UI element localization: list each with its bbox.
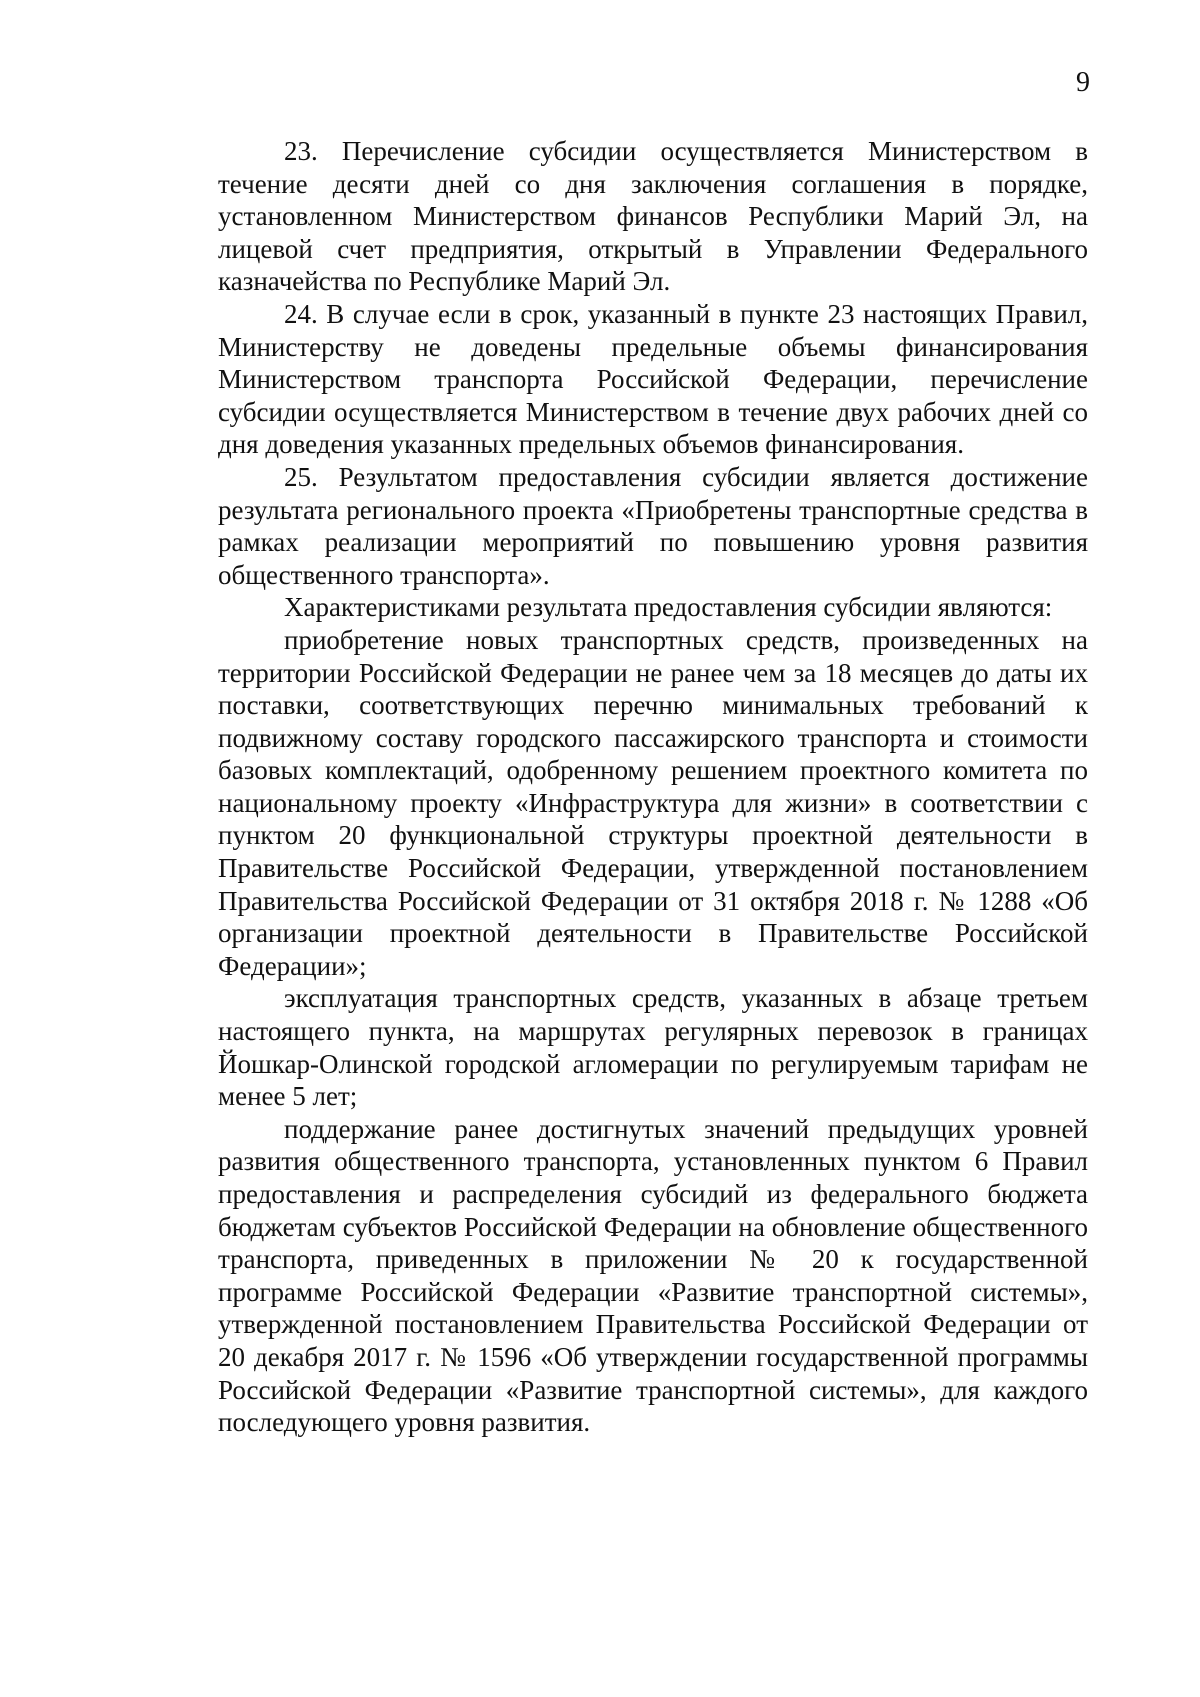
paragraph-acquisition: приобретение новых транспортных средств, произведенных на территории Российской Федерации не ранее чем за 18 месяцев до даты их поставки, соответствующих перечню минимальных требований к подвижному составу городского пассажирского транспорта и стоимости базовых комплектаций, одобренному решением проектного комитета по национальному проекту «Инфраструктура для жизни» в соответствии с пунктом 20 функциональной структуры проектной деятельности в Правительстве Российской Федерации, утвержденной постановлением Правительства Российской Федерации от 31 октября 2018 г. № 1288 «Об организации проектной деятельности в Правительстве Российской Федерации»; xyxy=(218,624,1088,981)
paragraph-operation: эксплуатация транспортных средств, указанных в абзаце третьем настоящего пункта, на маршрутах регулярных перевозок в границах Йошкар-Олинской городской агломерации по регулируемым тарифам не менее 5 лет; xyxy=(218,983,1088,1112)
paragraph-24: 24. В случае если в срок, указанный в пункте 23 настоящих Правил, Министерству не доведены предельные объемы финансирования Министерством транспорта Российской Федерации, перечисление субсидии осуществляется Министерством в течение двух рабочих дней со дня доведения указанных предельных объемов финансирования. xyxy=(218,298,1088,460)
document-body xyxy=(218,135,1088,1439)
paragraph-maintenance: поддержание ранее достигнутых значений предыдущих уровней развития общественного транспорта, установленных пунктом 6 Правил предоставления и распределения субсидий из федерального бюджета бюджетам субъектов Российской Федерации на обновление общественного транспорта, приведенных в приложении № 20 к государственной программе Российской Федерации «Развитие транспортной системы», утвержденной постановлением Правительства Российской Федерации от 20 декабря 2017 г. № 1596 «Об утверждении государственной программы Российской Федерации «Развитие транспортной системы», для каждого последующего уровня развития. xyxy=(218,1113,1088,1438)
paragraph-characteristics-intro: Характеристиками результата предоставления субсидии являются: xyxy=(284,592,1053,623)
paragraph-25: 25. Результатом предоставления субсидии является достижение результата регионального проекта «Приобретены транспортные средства в рамках реализации мероприятий по повышению уровня развития общественного транспорта». xyxy=(218,461,1088,590)
page-number: 9 xyxy=(1076,67,1090,98)
paragraph-23: 23. Перечисление субсидии осуществляется Министерством в течение десяти дней со дня заключения соглашения в порядке, установленном Министерством финансов Республики Марий Эл, на лицевой счет предприятия, открытый в Управлении Федерального казначейства по Республике Марий Эл. xyxy=(218,136,1088,297)
